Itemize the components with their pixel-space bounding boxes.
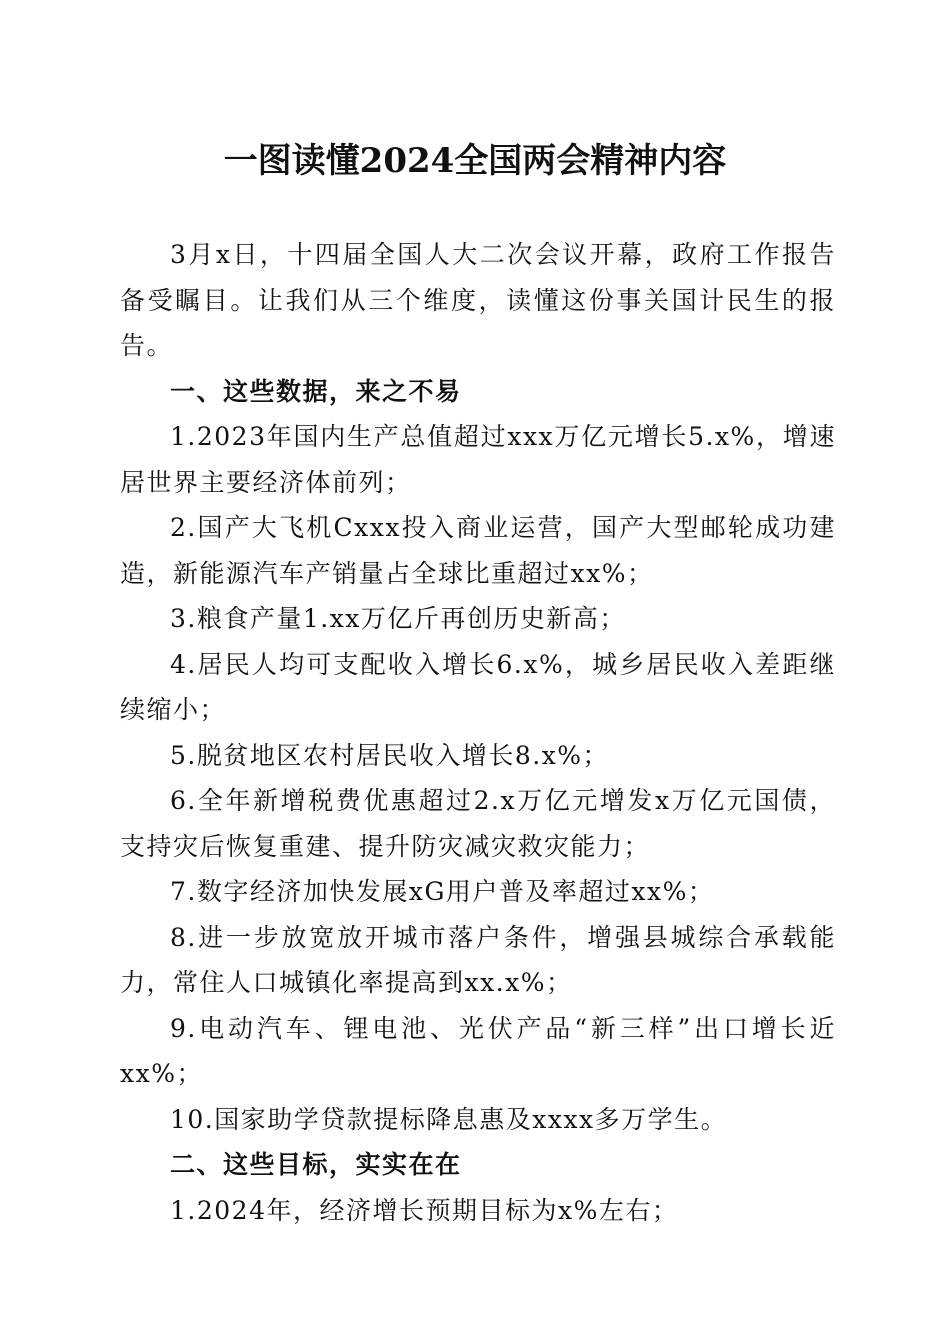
list-item: 7.数字经济加快发展xG用户普及率超过xx%；: [170, 877, 715, 906]
list-item: 1.2024年，经济增长预期目标为x%左右；: [170, 1195, 679, 1225]
list-item: 10.国家助学贷款提标降息惠及xxxx多万学生。: [170, 1104, 728, 1134]
intro-paragraph: 3月x日，十四届全国人大二次会议开幕，政府工作报告备受瞩目。让我们从三个维度，读懂这份事关国计民生的报告。: [120, 240, 836, 360]
document-title: 一图读懂2024全国两会精神内容: [223, 141, 727, 181]
list-item: 9.电动汽车、锂电池、光伏产品“新三样”出口增长近xx%；: [120, 1013, 836, 1088]
list-item: 2.国产大飞机Cxxx投入商业运营，国产大型邮轮成功建造，新能源汽车产销量占全球比重超过xx%；: [120, 513, 836, 588]
list-item: 5.脱贫地区农村居民收入增长8.x%；: [170, 740, 610, 770]
section-heading: 一、这些数据，来之不易: [170, 376, 462, 406]
list-item: 3.粮食产量1.xx万亿斤再创历史新高；: [170, 604, 626, 633]
list-item: 6.全年新增税费优惠超过2.x万亿元增发x万亿元国债，支持灾后恢复重建、提升防灾减灾救灾能力；: [120, 786, 836, 861]
document-body: [120, 232, 836, 1233]
list-item: 4.居民人均可支配收入增长6.x%，城乡居民收入差距继续缩小；: [120, 649, 836, 724]
list-item: 8.进一步放宽放开城市落户条件，增强县城综合承载能力，常住人口城镇化率提高到xx.x%；: [120, 922, 836, 997]
list-item: 1.2023年国内生产总值超过xxx万亿元增长5.x%，增速居世界主要经济体前列；: [120, 422, 836, 497]
section-heading: 二、这些目标，实实在在: [170, 1150, 462, 1179]
